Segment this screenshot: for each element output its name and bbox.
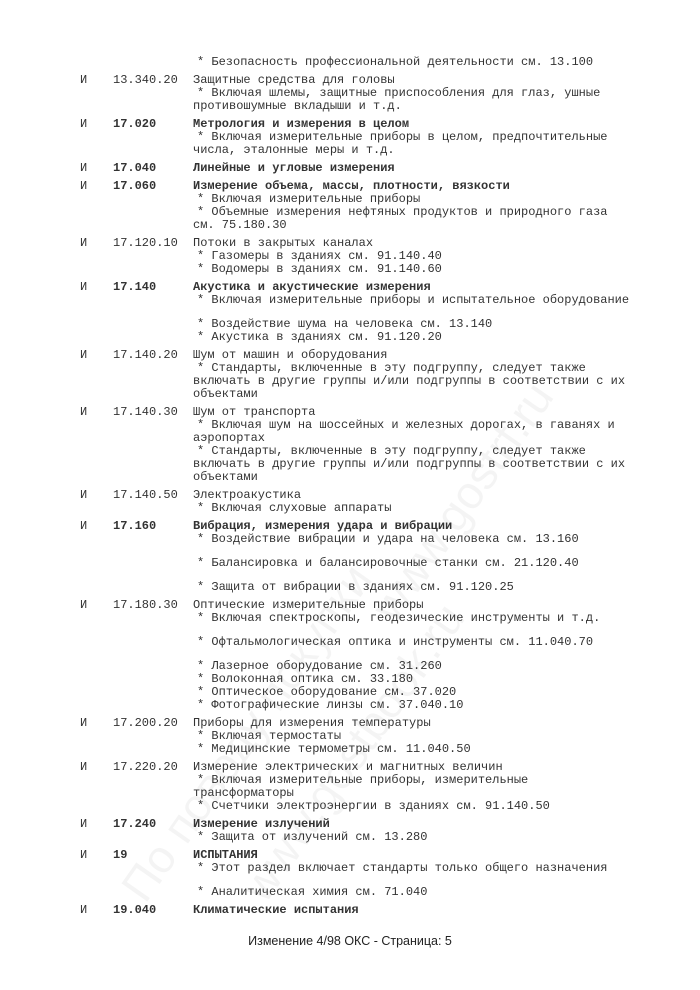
entry-note-line: трансформаторы (193, 786, 294, 800)
entry-mark: И (80, 903, 88, 917)
entry-code: 19 (113, 848, 128, 862)
entry-note-line: * Фотографические линзы см. 37.040.10 (197, 698, 464, 712)
entry-mark: И (80, 348, 88, 362)
entry-note-line: * Защита от вибрации в зданиях см. 91.120.25 (197, 580, 514, 594)
entry-note-line: * Этот раздел включает стандарты только общего назначения (197, 861, 608, 875)
entry-body (193, 818, 700, 844)
classifier-entry (0, 818, 700, 844)
entry-note-line: * Воздействие шума на человека см. 13.140 (197, 317, 493, 331)
entry-title: Приборы для измерения температуры (193, 716, 431, 730)
entry-body (193, 406, 700, 484)
entry-mark: И (80, 405, 88, 419)
entry-code: 17.140 (113, 280, 157, 294)
entry-note-line: * Стандарты, включенные в эту подгруппу, следует также (197, 361, 586, 375)
entry-code: 17.240 (113, 817, 157, 831)
entry-note-line: аэропортах (193, 431, 266, 445)
entry-note-line: * Счетчики электроэнергии в зданиях см. 91.140.50 (197, 799, 550, 813)
entry-mark: И (80, 73, 88, 87)
entry-code: 19.040 (113, 903, 157, 917)
entry-note-line: см. 75.180.30 (193, 218, 287, 232)
entry-note-line: * Включая измерительные приборы (197, 192, 421, 206)
entry-title: Шум от машин и оборудования (193, 348, 388, 362)
entry-continuation (0, 56, 700, 69)
entry-mark: И (80, 161, 88, 175)
entry-body (193, 761, 700, 813)
entry-mark: И (80, 236, 88, 250)
entry-mark: И (80, 760, 88, 774)
entry-title: Измерение излучений (193, 817, 330, 831)
classifier-entry (0, 406, 700, 484)
entry-note-line: объектами (193, 387, 258, 401)
entry-code: 17.140.30 (113, 405, 178, 419)
entry-mark: И (80, 179, 88, 193)
entry-body (193, 717, 700, 756)
entry-title: Вибрация, измерения удара и вибрации (193, 519, 453, 533)
classifier-entry (0, 849, 700, 899)
entry-code: 17.120.10 (113, 236, 178, 250)
entry-body (193, 489, 700, 515)
entry-note-line: * Объемные измерения нефтяных продуктов и природного газа (197, 205, 608, 219)
entry-mark: И (80, 716, 88, 730)
entry-note-line: * Лазерное оборудование см. 31.260 (197, 659, 442, 673)
entry-note-line: * Аналитическая химия см. 71.040 (197, 885, 428, 899)
entry-code: 17.140.50 (113, 488, 178, 502)
entry-note-line: * Акустика в зданиях см. 91.120.20 (197, 330, 442, 344)
classifier-entry (0, 281, 700, 344)
entry-mark: И (80, 280, 88, 294)
entry-note-line: * Включая измерительные приборы в целом, предпочтительные (197, 130, 608, 144)
entry-title: Измерение электрических и магнитных величин (193, 760, 503, 774)
entry-mark: И (80, 117, 88, 131)
entry-note-line: * Воздействие вибрации и удара на человека см. 13.160 (197, 532, 579, 546)
entry-body (193, 281, 700, 344)
entry-mark: И (80, 488, 88, 502)
entry-note-line: * Офтальмологическая оптика и инструменты см. 11.040.70 (197, 635, 594, 649)
entry-body (193, 56, 700, 69)
entry-note-line: * Газомеры в зданиях см. 91.140.40 (197, 249, 442, 263)
entry-note-line: * Оптическое оборудование см. 37.020 (197, 685, 457, 699)
classifier-entries (0, 56, 700, 922)
entry-code: 17.040 (113, 161, 157, 175)
page-footer: Изменение 4/98 ОКС - Страница: 5 (248, 934, 452, 948)
entry-mark: И (80, 519, 88, 533)
entry-note-line: * Балансировка и балансировочные станки см. 21.120.40 (197, 556, 579, 570)
entry-note-line: включать в другие группы и/или подгруппы в соответствии с их (193, 374, 626, 388)
entry-body (193, 162, 700, 175)
classifier-entry (0, 904, 700, 917)
classifier-entry (0, 717, 700, 756)
entry-code: 17.160 (113, 519, 157, 533)
entry-body (193, 599, 700, 712)
entry-note-line: * Защита от излучений см. 13.280 (197, 830, 428, 844)
entry-mark: И (80, 817, 88, 831)
entry-title: Потоки в закрытых каналах (193, 236, 374, 250)
classifier-entry (0, 599, 700, 712)
entry-note-line: * Включая термостаты (197, 729, 342, 743)
entry-note-line: * Включая шлемы, защитные приспособления для глаз, ушные (197, 86, 601, 100)
entry-note-line: * Включая слуховые аппараты (197, 501, 392, 515)
entry-body (193, 349, 700, 401)
entry-body (193, 237, 700, 276)
classifier-entry (0, 489, 700, 515)
entry-code: 17.180.30 (113, 598, 178, 612)
entry-note-line: * Включая измерительные приборы, измерительные (197, 773, 529, 787)
entry-note-line: * Включая шум на шоссейных и железных дорогах, в гаванях и (197, 418, 615, 432)
classifier-entry (0, 162, 700, 175)
entry-mark: И (80, 598, 88, 612)
entry-title: Оптические измерительные приборы (193, 598, 424, 612)
entry-mark: И (80, 848, 88, 862)
entry-code: 13.340.20 (113, 73, 178, 87)
entry-title: Акустика и акустические измерения (193, 280, 431, 294)
entry-title: Шум от транспорта (193, 405, 316, 419)
entry-title: ИСПЫТАНИЯ (193, 848, 258, 862)
entry-note-line: * Водомеры в зданиях см. 91.140.60 (197, 262, 442, 276)
entry-code: 17.220.20 (113, 760, 178, 774)
entry-title: Климатические испытания (193, 903, 359, 917)
entry-title: Метрология и измерения в целом (193, 117, 410, 131)
entry-body (193, 849, 700, 899)
classifier-entry (0, 74, 700, 113)
entry-body (193, 74, 700, 113)
entry-note-line: * Медицинские термометры см. 11.040.50 (197, 742, 471, 756)
entry-note-line: * Волоконная оптика см. 33.180 (197, 672, 414, 686)
entry-code: 17.060 (113, 179, 157, 193)
entry-body (193, 904, 700, 917)
entry-note-line: включать в другие группы и/или подгруппы в соответствии с их (193, 457, 626, 471)
entry-code: 17.200.20 (113, 716, 178, 730)
entry-title: Измерение объема, массы, плотности, вязкости (193, 179, 510, 193)
classifier-entry (0, 237, 700, 276)
entry-body (193, 180, 700, 232)
entry-body (193, 118, 700, 157)
entry-title: Линейные и угловые измерения (193, 161, 395, 175)
classifier-entry (0, 520, 700, 594)
entry-note-line: объектами (193, 470, 258, 484)
classifier-entry (0, 761, 700, 813)
entry-note-line: * Безопасность профессиональной деятельности см. 13.100 (197, 55, 594, 69)
entry-title: Электроакустика (193, 488, 302, 502)
classifier-entry (0, 349, 700, 401)
entry-code: 17.140.20 (113, 348, 178, 362)
entry-note-line: * Включая спектроскопы, геодезические инструменты и т.д. (197, 611, 601, 625)
classifier-entry (0, 118, 700, 157)
entry-note-line: числа, эталонные меры и т.д. (193, 143, 395, 157)
entry-note-line: * Включая измерительные приборы и испытательное оборудование (197, 293, 630, 307)
classifier-entry (0, 180, 700, 232)
entry-note-line: * Стандарты, включенные в эту подгруппу, следует также (197, 444, 586, 458)
entry-code: 17.020 (113, 117, 157, 131)
entry-note-line: противошумные вкладыши и т.д. (193, 99, 402, 113)
entry-title: Защитные средства для головы (193, 73, 395, 87)
entry-body (193, 520, 700, 594)
